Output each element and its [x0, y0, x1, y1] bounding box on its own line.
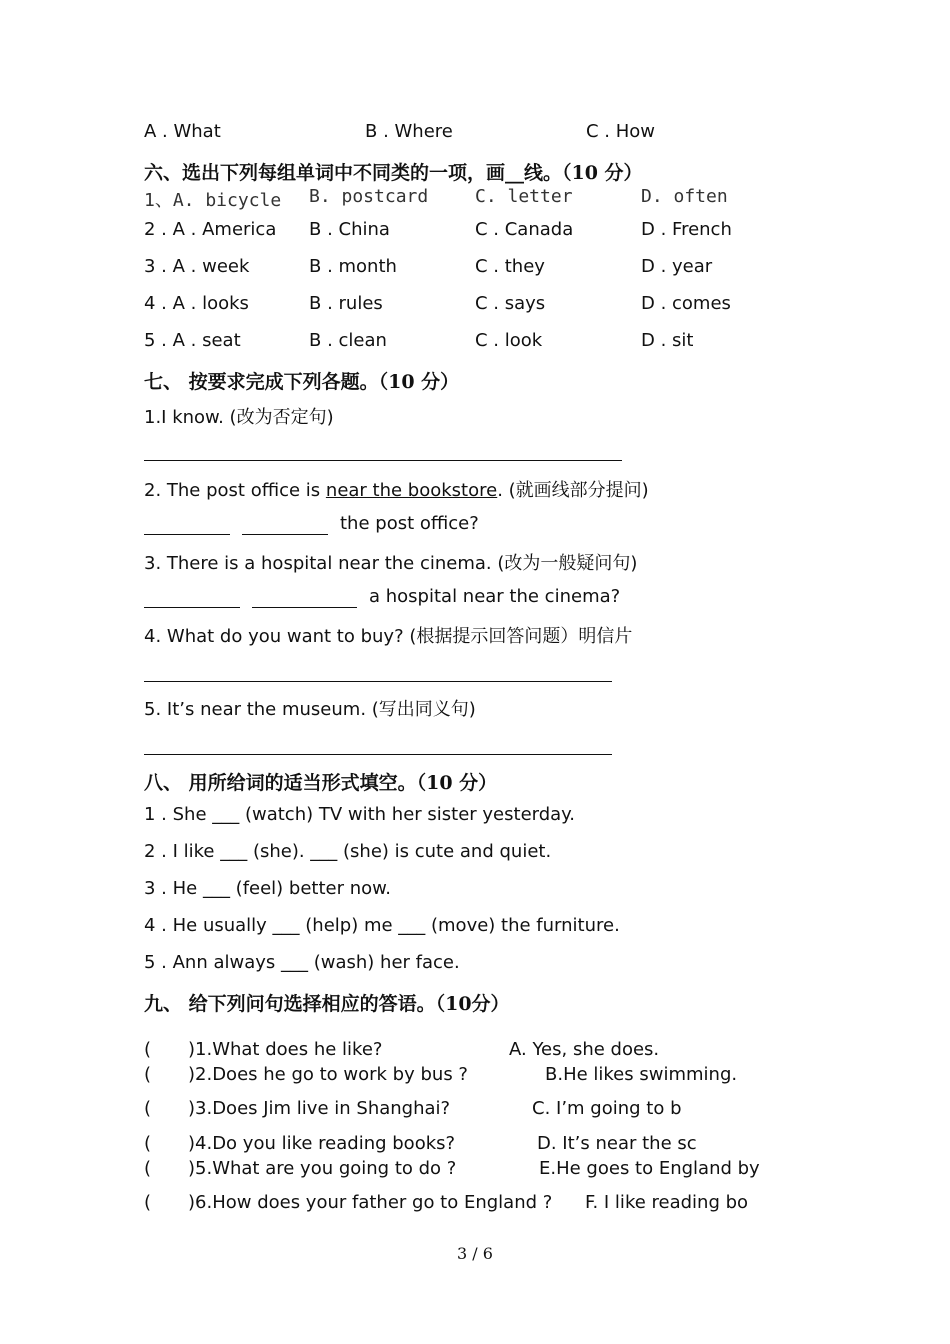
s6-row3-c: C . they — [475, 256, 545, 277]
s7-q3-blank-2[interactable] — [252, 607, 357, 608]
s6-row4-c: C . says — [475, 293, 546, 314]
s6-row4-d: D . comes — [641, 293, 731, 314]
s7-q2-pre: 2. The post office is — [144, 480, 326, 501]
s6-row5-b: B . clean — [309, 330, 387, 351]
s6-row5-a: 5 . A . seat — [144, 330, 241, 351]
s6-row2-b: B . China — [309, 219, 390, 240]
s6-row2-d: D . French — [641, 219, 732, 240]
s7-q2-blank-1[interactable] — [144, 534, 230, 535]
s6-row5-c: C . look — [475, 330, 543, 351]
s7-q4-answer-line[interactable] — [144, 681, 612, 682]
s9-question-4: )4.Do you like reading books? — [188, 1133, 456, 1154]
s7-q4: 4. What do you want to buy? (根据提示回答问题）明信片 — [144, 626, 633, 647]
s9-answer-f: F. I like reading bo — [585, 1192, 749, 1213]
s7-q1: 1.I know. (改为否定句) — [144, 407, 334, 428]
s6-row4-a: 4 . A . looks — [144, 293, 249, 314]
s9-answer-c: C. I’m going to b — [532, 1098, 682, 1119]
s6-row4-b: B . rules — [309, 293, 383, 314]
section6-heading: 六、选出下列每组单词中不同类的一项，画__线。（10 分） — [144, 162, 643, 184]
s9-answer-b: B.He likes swimming. — [545, 1064, 738, 1085]
s7-q3-blank-1[interactable] — [144, 607, 240, 608]
option-b: B . Where — [365, 121, 453, 142]
s9-question-1: )1.What does he like? — [188, 1039, 383, 1060]
s6-row1-b: B. postcard — [309, 186, 429, 207]
s7-q3: 3. There is a hospital near the cinema. (改为一般疑问句) — [144, 553, 638, 574]
s6-row5-d: D . sit — [641, 330, 694, 351]
s7-q2 — [144, 476, 649, 502]
s7-q2-blank-2[interactable] — [242, 534, 328, 535]
section7-heading: 七、 按要求完成下列各题。（10 分） — [144, 371, 460, 393]
s8-item-5: 5 . Ann always ___ (wash) her face. — [144, 952, 460, 973]
s7-q5-answer-line[interactable] — [144, 754, 612, 755]
s9-paren-4: ( — [144, 1133, 152, 1154]
s6-row2-c: C . Canada — [475, 219, 574, 240]
s6-row3-a: 3 . A . week — [144, 256, 250, 277]
s9-paren-6: ( — [144, 1192, 152, 1213]
s6-row2-a: 2 . A . America — [144, 219, 277, 240]
s7-q2-answer-text: the post office? — [340, 513, 479, 534]
s9-question-5: )5.What are you going to do ? — [188, 1158, 457, 1179]
s6-row3-b: B . month — [309, 256, 397, 277]
s9-paren-1: ( — [144, 1039, 152, 1060]
s9-paren-5: ( — [144, 1158, 152, 1179]
s6-row1-a: 1、A. bicycle — [144, 190, 282, 211]
option-a: A . What — [144, 121, 221, 142]
page-number: 3 / 6 — [457, 1244, 493, 1263]
s7-q1-answer-line[interactable] — [144, 460, 622, 461]
s7-q3-answer-text: a hospital near the cinema? — [369, 586, 621, 607]
s7-q5: 5. It’s near the museum. (写出同义句) — [144, 699, 476, 720]
s7-q2-underlined: near the bookstore — [325, 480, 498, 501]
section9-heading: 九、 给下列问句选择相应的答语。（10分） — [144, 993, 510, 1015]
s8-item-3: 3 . He ___ (feel) better now. — [144, 878, 391, 899]
section8-heading: 八、 用所给词的适当形式填空。（10 分） — [144, 772, 498, 794]
s9-question-3: )3.Does Jim live in Shanghai? — [188, 1098, 451, 1119]
s8-item-2: 2 . I like ___ (she). ___ (she) is cute and quiet. — [144, 841, 552, 862]
s8-item-1: 1 . She ___ (watch) TV with her sister yesterday. — [144, 804, 575, 825]
s6-row3-d: D . year — [641, 256, 713, 277]
s9-answer-d: D. It’s near the sc — [537, 1133, 697, 1154]
s9-question-2: )2.Does he go to work by bus ? — [188, 1064, 468, 1085]
s9-answer-e: E.He goes to England by — [539, 1158, 760, 1179]
s8-item-4: 4 . He usually ___ (help) me ___ (move) the furniture. — [144, 915, 620, 936]
s6-row1-d: D. often — [641, 186, 728, 207]
option-c: C . How — [586, 121, 656, 142]
s9-question-6: )6.How does your father go to England ? — [188, 1192, 553, 1213]
s6-row1-c: C. letter — [475, 186, 573, 207]
s9-paren-3: ( — [144, 1098, 152, 1119]
s7-q2-post: . (就画线部分提问) — [497, 480, 649, 501]
s9-paren-2: ( — [144, 1064, 152, 1085]
s9-answer-a: A. Yes, she does. — [509, 1039, 660, 1060]
